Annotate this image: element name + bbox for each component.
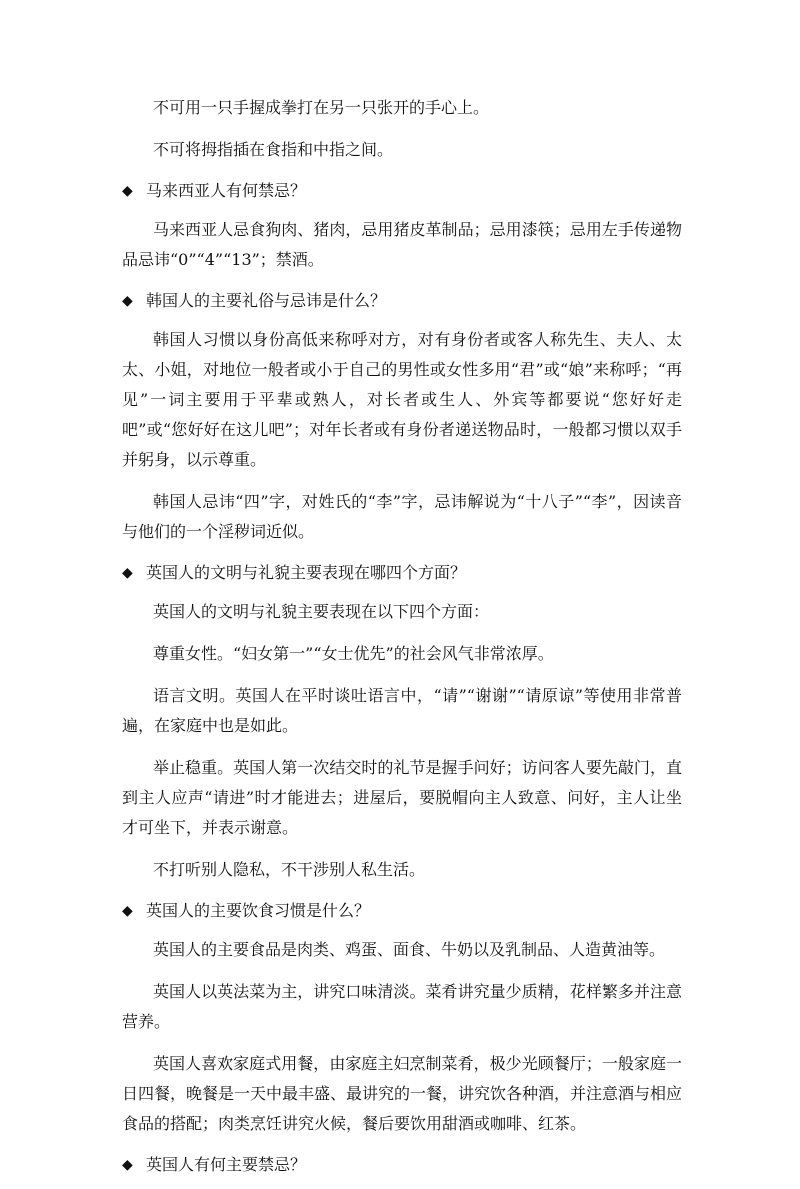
diamond-bullet-icon: ◆	[122, 183, 133, 199]
document-body	[122, 93, 682, 1189]
diamond-bullet-icon: ◆	[122, 565, 133, 581]
diamond-bullet-icon: ◆	[122, 903, 133, 919]
section-heading	[122, 559, 682, 587]
paragraph: 语言文明。英国人在平时谈吐语言中，“请”“谢谢”“请原谅”等使用非常普遍，在家庭中也是如此。	[122, 686, 682, 735]
paragraph: 马来西亚人忌食狗肉、猪肉，忌用猪皮革制品；忌用漆筷；忌用左手传递物品忌讳“0”“4”“13”；禁酒。	[122, 220, 682, 269]
paragraph: 英国人的主要食品是肉类、鸡蛋、面食、牛奶以及乳制品、人造黄油等。	[153, 940, 666, 959]
paragraph: 尊重女性。“妇女第一”“女士优先”的社会风气非常浓厚。	[153, 644, 554, 663]
paragraph: 英国人喜欢家庭式用餐，由家庭主妇烹制菜肴，极少光顾餐厅；一般家庭一日四餐，晚餐是一天中最丰盛、最讲究的一餐，讲究饮各种酒，并注意酒与相应食品的搭配；肉类烹饪讲究火候，餐后要饮用甜酒或咖啡、红茶。	[122, 1054, 683, 1133]
paragraph: 不打听别人隐私，不干涉别人私生活。	[153, 860, 426, 879]
paragraph: 韩国人习惯以身份高低来称呼对方，对有身份者或客人称先生、夫人、太太、小姐，对地位一般者或小于自己的男性或女性多用“君”或“娘”来称呼；“再见”一词主要用于平辈或熟人，对长者或生人、外宾等都要说“您好好走吧”或“您好好在这儿吧”；对年长者或有身份者递送物品时，一般都习惯以双手并躬身，以示尊重。	[122, 330, 682, 469]
diamond-bullet-icon: ◆	[122, 293, 133, 309]
section-heading-text: 英国人有何主要禁忌？	[146, 1155, 307, 1174]
paragraph: 不可用一只手握成拳打在另一只张开的手心上。	[153, 98, 490, 117]
section-heading-text: 韩国人的主要礼俗与忌讳是什么？	[146, 291, 387, 310]
paragraph: 英国人以英法菜为主，讲究口味清淡。菜肴讲究量少质精，花样繁多并注意营养。	[122, 982, 682, 1031]
diamond-bullet-icon: ◆	[122, 1157, 133, 1173]
section-heading-text: 英国人的文明与礼貌主要表现在哪四个方面？	[146, 563, 467, 582]
section-heading-text: 英国人的主要饮食习惯是什么？	[146, 901, 371, 920]
section-heading	[122, 897, 682, 925]
section-heading-text: 马来西亚人有何禁忌？	[146, 181, 307, 200]
paragraph: 韩国人忌讳“四”字，对姓氏的“李”字，忌讳解说为“十八子”“李”，因读音与他们的一个淫秽词近似。	[122, 492, 682, 541]
section-heading	[122, 287, 682, 315]
section-heading	[122, 177, 682, 205]
paragraph: 举止稳重。英国人第一次结交时的礼节是握手问好；访问客人要先敲门，直到主人应声“请进”时才能进去；进屋后，要脱帽向主人致意、问好，主人让坐才可坐下，并表示谢意。	[122, 758, 682, 837]
section-heading	[122, 1151, 682, 1179]
paragraph: 英国人的文明与礼貌主要表现在以下四个方面：	[153, 602, 490, 621]
paragraph: 不可将拇指插在食指和中指之间。	[153, 140, 394, 159]
